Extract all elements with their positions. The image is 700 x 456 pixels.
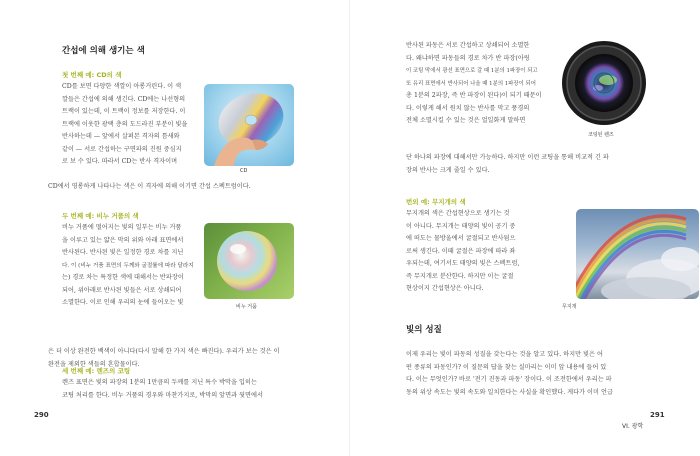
coated-lens-photo — [560, 40, 648, 126]
page-number-right: 291 — [650, 411, 665, 419]
section-heading-light-properties: 빛의 성질 — [406, 325, 442, 335]
text-line: 현상이지 간섭현상은 아니다. — [406, 285, 484, 292]
coated-lens-caption: 코팅된 렌즈 — [588, 132, 614, 138]
soap-bubble-illustration — [204, 223, 294, 299]
subtitle-lens-coating: 세 번째 예: 렌즈의 코팅 — [62, 367, 131, 375]
text-line: 다. 이렇게 해서 원치 않는 반사를 막고 풍경의 — [406, 104, 530, 112]
text-line: 비누 거품에 떨어지는 빛의 일부는 비누 거품 — [62, 224, 182, 231]
text-line: 을 이루고 있는 얇은 막의 위와 아래 표면에서 — [62, 236, 184, 244]
rainbow-paragraph — [406, 208, 519, 296]
soap-bubble-photo — [204, 223, 294, 299]
cd-disc-illustration — [204, 84, 294, 166]
section-heading-interference: 간섭에 의해 생기는 색 — [62, 46, 145, 56]
cd-paragraph-end: CD에서 영롱하게 나타나는 색은 이 격자에 의해 이기면 간섭 스펙트럼이다. — [48, 183, 251, 190]
right-page — [350, 0, 700, 456]
text-line: 다. 이는 무엇인가? 바로 '전기 진동과 파동' 장이다. 이 조전한에서 우리는 파 — [406, 376, 612, 383]
text-line: 총 1분의 2파장, 즉 반 파장이 된다)이 되기 때문이 — [406, 92, 542, 99]
text-line: 장의 반사는 크게 줄일 수 있다. — [406, 166, 490, 174]
rainbow-illustration — [576, 209, 699, 299]
text-line: 이 아니다. 무지개는 태양의 빛이 공기 중 — [406, 222, 516, 230]
text-line: 코팅 처리를 한다. 비누 거품의 경우와 마찬가지로, 박막의 앞면과 뒷면에서 — [62, 391, 263, 399]
cd-caption: CD — [240, 168, 248, 174]
text-line: 반사된 파동은 서로 간섭하고 상쇄되어 소멸한 — [406, 42, 530, 49]
text-line: 트랙이 있는데, 이 트랙이 정보를 저장한다. 이 — [62, 108, 186, 115]
text-line: 다. 이 (비누 거품 표면의 두께와 굴절률에 따라 달라지 — [62, 262, 194, 269]
text-line: 전체 소멸시킬 수 있는 것은 얼일화게 말하면 — [406, 117, 526, 124]
lens-coating-paragraph — [62, 377, 263, 402]
text-line: 반사하는데 — 앞에서 살펴본 격자의 틈새와 — [62, 133, 180, 140]
cd-photo — [204, 84, 294, 166]
text-line: 로써 생긴다. 이때 굴절은 파장에 따라 좌 — [406, 247, 516, 255]
lens-illustration — [560, 40, 648, 126]
text-line: 은 더 이상 완전한 백색이 아니다(다시 말해 한 가지 색은 빠진다). 우리가 보는 것은 이 — [48, 348, 280, 355]
rainbow-photo — [576, 209, 699, 299]
text-line: 이제 우리는 빛이 파동의 성질을 갖는다는 것을 알고 있다. 하지만 빛은 어 — [406, 351, 603, 358]
text-line: 같이 — 서로 간섭하는 구면파의 진원 중심지 — [62, 145, 182, 153]
subtitle-soap-bubble: 두 번째 예: 비누 거품의 색 — [62, 212, 139, 220]
chapter-label: VI. 광학 — [622, 423, 644, 430]
subtitle-rainbow: 번외 예: 무지개의 색 — [406, 198, 466, 206]
text-line: 무지개의 색은 간섭현상으로 생기는 것 — [406, 210, 510, 217]
text-line: 떤 종류의 파동인가? 이 질문의 답을 찾는 실마리는 이미 앞 내용에 들어 있 — [406, 363, 607, 371]
soap-bubble-caption: 비누 거품 — [236, 304, 257, 310]
subtitle-cd: 첫 번째 예: CD의 색 — [62, 71, 122, 79]
text-line: 단 하나의 파장에 대해서만 가능하다. 하지만 이런 코팅을 통해 비교적 긴 파 — [406, 154, 609, 161]
text-line: 즉 무지개로 분산한다. 하지만 이는 굴절 — [406, 272, 514, 280]
lens-continued-paragraph — [406, 40, 542, 128]
text-line: 렌즈 표면은 빛의 파장의 1분의 1만큼의 두께를 지닌 특수 박막을 입히는 — [62, 379, 257, 386]
text-line: 트랙에 이웃한 광택 층의 도드라진 부분이 빛을 — [62, 120, 188, 128]
text-line: 우되는데, 여기서도 태양의 빛은 스펙트럼, — [406, 260, 520, 267]
text-line: 이 코팅 막에서 광선 표면으로 갈 때 1분의 1파장이 되고 — [406, 68, 538, 74]
text-line: 로 보 수 있다. 따라서 CD는 반사 격자이며 — [62, 158, 178, 165]
text-line: CD를 보면 다양한 색깔이 아롱거린다. 이 색 — [62, 83, 182, 90]
text-line: 는) 경로 차는 특정한 색에 대해서는 반파장이 — [62, 274, 184, 281]
text-line: 동의 위상 속도는 빛의 속도와 일치한다는 사실을 확인했다. 게다가 이미 언급 — [406, 388, 613, 396]
text-line: 에 떠도는 물방울에서 굴절되고 반사됨으 — [406, 235, 516, 242]
text-line: 깔들은 간섭에 의해 생긴다. CD에는 나선형의 — [62, 95, 186, 103]
text-line: 완전을 제외한 색들의 혼합물이다. — [48, 360, 140, 368]
lens-paragraph-end — [406, 152, 609, 177]
text-line: 또 유리 표면에서 반사되어 나올 때 1분의 1파장이 되어 — [406, 80, 536, 87]
text-line: 다. 왜냐하면 파동들의 경로 차가 반 파장(아링 — [406, 54, 530, 62]
text-line: 반사된다. 반사된 빛은 일정한 경로 차를 지닌 — [62, 249, 184, 256]
rainbow-caption: 무지개 — [562, 304, 577, 310]
soap-paragraph — [62, 222, 194, 310]
page-number-left: 290 — [34, 411, 49, 419]
text-line: 되어, 위아래로 반사된 빛들은 서로 상쇄되어 — [62, 286, 182, 294]
light-properties-paragraph — [406, 349, 613, 399]
text-line: 소멸한다. 이로 인해 우리의 눈에 들어오는 빛 — [62, 299, 184, 306]
cd-paragraph — [62, 81, 187, 169]
